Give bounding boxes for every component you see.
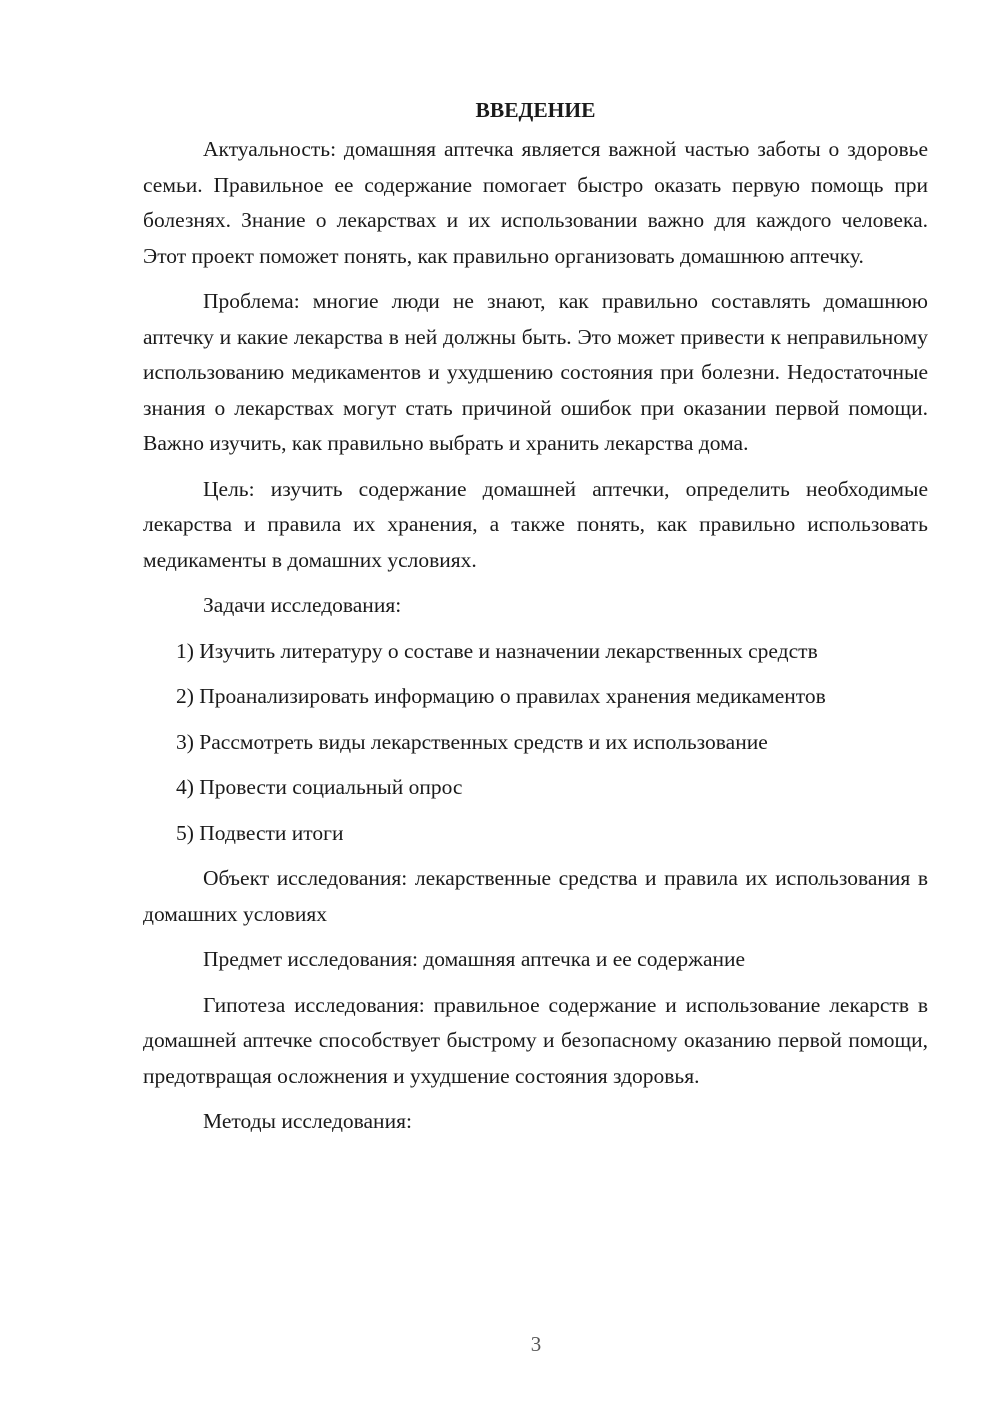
problem-paragraph: Проблема: многие люди не знают, как правильно составлять домашнюю аптечку и какие лекарства в ней должны быть. Это может привести к неправильному использованию медикаментов и ухудшению состояния при болезни. Недостаточные знания о лекарствах могут стать причиной ошибок при оказании первой помощи. Важно изучить, как правильно выбрать и хранить лекарства дома.	[143, 289, 928, 455]
page-title: ВВЕДЕНИЕ	[475, 98, 596, 122]
task-item: 3) Рассмотреть виды лекарственных средств и их использование	[176, 729, 768, 754]
hypothesis-paragraph: Гипотеза исследования: правильное содержание и использование лекарств в домашней аптечке способствует быстрому и безопасному оказанию первой помощи, предотвращая осложнения и ухудшение состояния здоровья.	[143, 992, 928, 1088]
tasks-list	[143, 634, 928, 852]
tasks-heading: Задачи исследования:	[203, 593, 402, 617]
subject-paragraph: Предмет исследования: домашняя аптечка и ее содержание	[203, 947, 746, 971]
goal-paragraph: Цель: изучить содержание домашней аптечки, определить необходимые лекарства и правила их хранения, а также понять, как правильно использовать медикаменты в домашних условиях.	[143, 476, 928, 572]
methods-heading: Методы исследования:	[203, 1109, 412, 1133]
task-item: 1) Изучить литературу о составе и назначении лекарственных средств	[176, 638, 818, 663]
task-item: 4) Провести социальный опрос	[176, 775, 463, 799]
relevance-paragraph: Актуальность: домашняя аптечка является важной частью заботы о здоровье семьи. Правильное ее содержание помогает быстро оказать первую помощь при болезнях. Знание о лекарствах и их использовании важно для каждого человека. Этот проект поможет понять, как правильно организовать домашнюю аптечку.	[143, 137, 928, 268]
object-paragraph: Объект исследования: лекарственные средства и правила их использования в домашних условиях	[143, 866, 928, 926]
task-item: 2) Проанализировать информацию о правилах хранения медикаментов	[176, 684, 826, 708]
document-page	[143, 90, 928, 1150]
task-item: 5) Подвести итоги	[176, 820, 344, 845]
page-number: 3	[530, 1332, 542, 1356]
